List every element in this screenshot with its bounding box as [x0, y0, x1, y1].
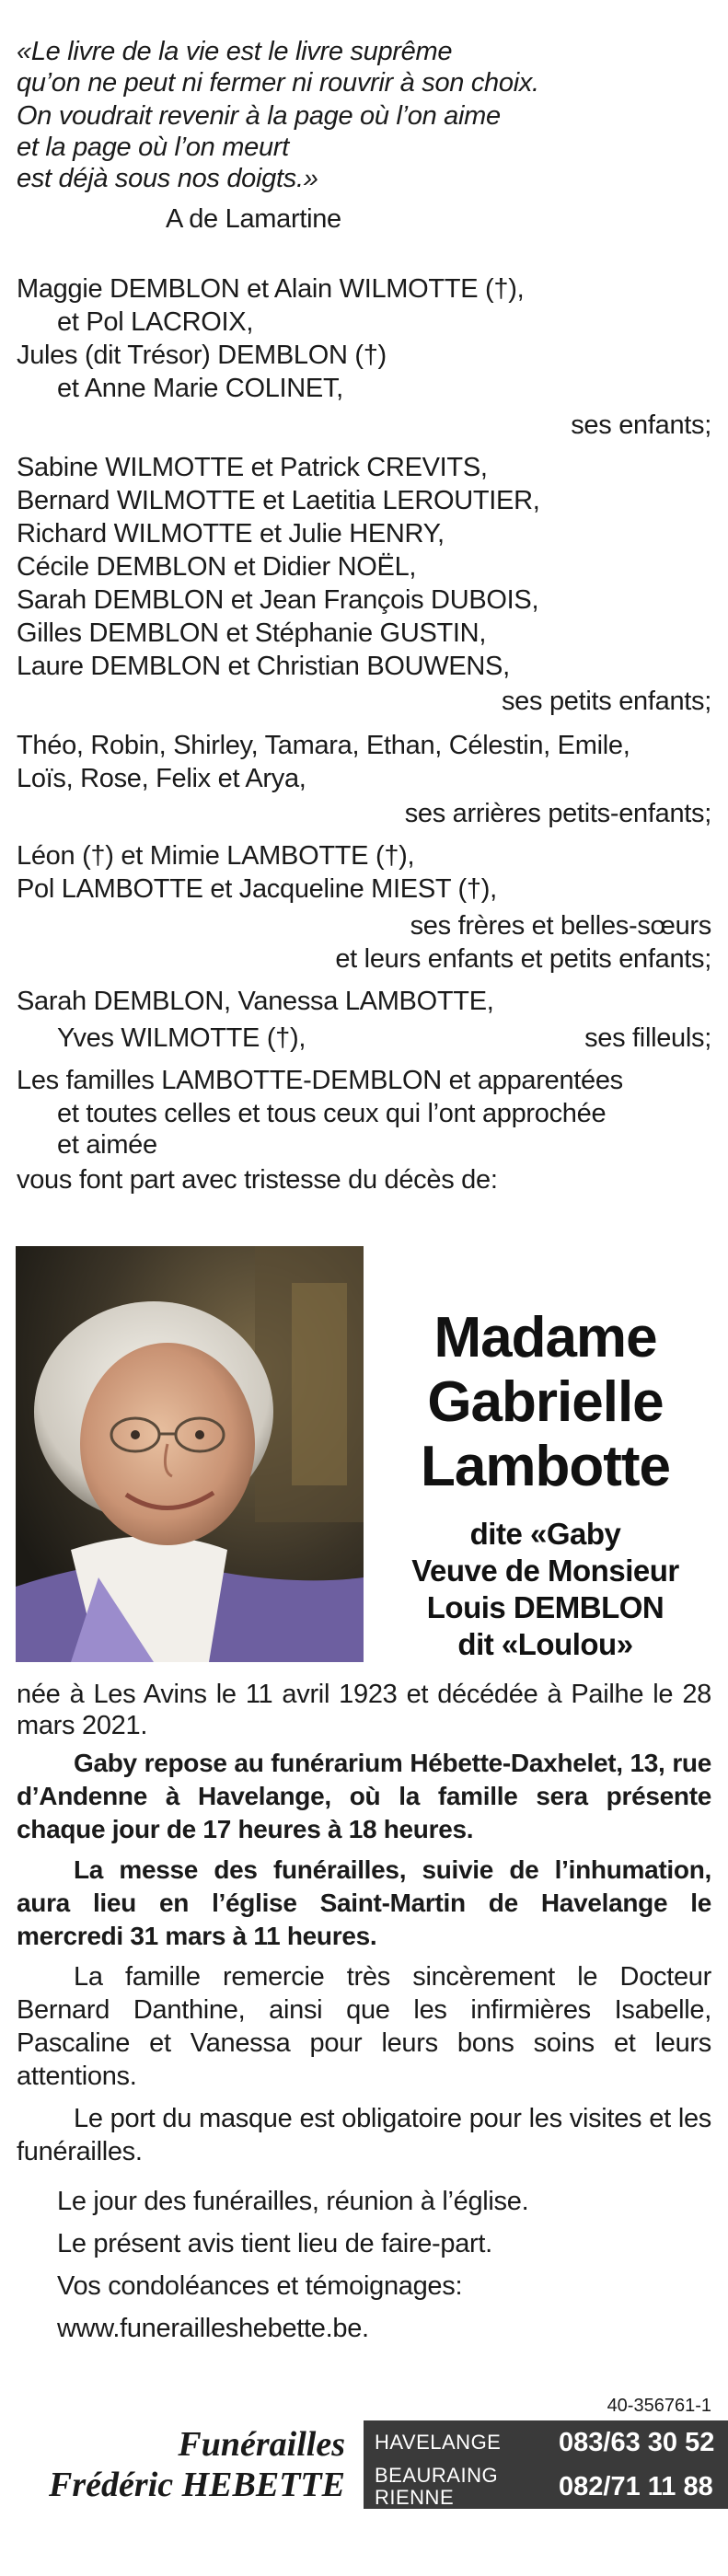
- family-line: et Pol LACROIX,: [57, 307, 254, 337]
- relation-label: ses filleuls;: [584, 1023, 711, 1053]
- condolences-label: Vos condoléances et témoignages:: [57, 2271, 463, 2301]
- location-havelange: HAVELANGE: [375, 2431, 502, 2454]
- funeral-mass-info: La messe des funérailles, suivie de l’inhumation, aura lieu en l’église Saint-Martin de Havelange le mercredi 31 mars à 11 heures.: [17, 1855, 711, 1950]
- relation-label: ses frères et belles-sœurs: [410, 911, 711, 941]
- portrait-photo: [16, 1246, 364, 1662]
- family-line: et toutes celles et tous ceux qui l’ont approchée: [57, 1099, 607, 1128]
- family-line: Théo, Robin, Shirley, Tamara, Ethan, Célestin, Emile,: [17, 731, 630, 760]
- relation-label: ses enfants;: [571, 410, 711, 440]
- relation-label: ses petits enfants;: [501, 687, 711, 716]
- website-link[interactable]: www.funerailleshebette.be.: [57, 2314, 369, 2343]
- phone-beauraing[interactable]: 082/71 11 88: [559, 2472, 713, 2501]
- deceased-title: Madame: [433, 1306, 657, 1369]
- family-line: Laure DEMBLON et Christian BOUWENS,: [17, 652, 510, 681]
- husband-name: Louis DEMBLON: [426, 1590, 664, 1624]
- deceased-first-name: Gabrielle: [427, 1370, 664, 1434]
- family-line: Loïs, Rose, Felix et Arya,: [17, 764, 306, 793]
- family-line: Pol LAMBOTTE et Jacqueline MIEST (†),: [17, 874, 497, 904]
- funeral-home-info: Gaby repose au funérarium Hébette-Daxhelet, 13, rue d’Andenne à Havelange, où la famille sera présente chaque jour de 17 heures à 18 heures.: [17, 1749, 711, 1843]
- location-rienne: RIENNE: [375, 2486, 455, 2509]
- quote-line: est déjà sous nos doigts.»: [17, 164, 318, 193]
- family-line: Les familles LAMBOTTE-DEMBLON et apparentées: [17, 1066, 623, 1095]
- family-line: Sarah DEMBLON et Jean François DUBOIS,: [17, 585, 539, 615]
- brand-line-2: Frédéric HEBETTE: [49, 2466, 345, 2504]
- family-line: Maggie DEMBLON et Alain WILMOTTE (†),: [17, 274, 525, 304]
- family-line: Léon (†) et Mimie LAMBOTTE (†),: [17, 841, 415, 871]
- announcement: vous font part avec tristesse du décès de:: [17, 1165, 498, 1195]
- family-line: Gilles DEMBLON et Stéphanie GUSTIN,: [17, 618, 487, 648]
- brand-line-1: Funérailles: [178, 2425, 345, 2464]
- birth-death-info: née à Les Avins le 11 avril 1923 et décédée à Pailhe le 28 mars 2021.: [17, 1680, 711, 1740]
- family-line: Bernard WILMOTTE et Laetitia LEROUTIER,: [17, 486, 540, 515]
- contact-panel: [364, 2420, 728, 2509]
- family-line: Sarah DEMBLON, Vanessa LAMBOTTE,: [17, 987, 494, 1016]
- faire-part-notice: Le présent avis tient lieu de faire-part.: [57, 2229, 492, 2258]
- family-line: et aimée: [57, 1130, 157, 1160]
- family-line: Sabine WILMOTTE et Patrick CREVITS,: [17, 453, 488, 482]
- deceased-nickname: dite «Gaby: [469, 1517, 621, 1551]
- husband-nickname: dit «Loulou»: [457, 1627, 633, 1661]
- relation-label: ses arrières petits-enfants;: [404, 799, 711, 828]
- thanks-text: La famille remercie très sincèrement le Docteur Bernard Danthine, ainsi que les infirmières Isabelle, Pascaline et Vanessa pour leurs bons soins et leurs attentions.: [17, 1962, 711, 2091]
- mask-notice: Le port du masque est obligatoire pour les visites et les funérailles.: [17, 2104, 711, 2166]
- phone-havelange[interactable]: 083/63 30 52: [559, 2428, 715, 2457]
- quote-line: qu’on ne peut ni fermer ni rouvrir à son choix.: [17, 68, 539, 98]
- ad-reference-code: 40-356761-1: [607, 2396, 711, 2416]
- quote-line: et la page où l’on meurt: [17, 133, 289, 162]
- deceased-last-name: Lambotte: [421, 1435, 670, 1498]
- quote-line: «Le livre de la vie est le livre suprême: [17, 37, 453, 66]
- quote-line: On voudrait revenir à la page où l’on aime: [17, 101, 501, 131]
- family-line: Yves WILMOTTE (†),: [57, 1023, 306, 1053]
- family-line: Jules (dit Trésor) DEMBLON (†): [17, 341, 387, 370]
- quote-author: A de Lamartine: [166, 204, 341, 234]
- meeting-notice: Le jour des funérailles, réunion à l’église.: [57, 2187, 529, 2216]
- family-line: Richard WILMOTTE et Julie HENRY,: [17, 519, 445, 549]
- family-line: Cécile DEMBLON et Didier NOËL,: [17, 552, 417, 582]
- location-beauraing: BEAURAING: [375, 2464, 499, 2487]
- widow-line: Veuve de Monsieur: [411, 1554, 679, 1588]
- relation-label: et leurs enfants et petits enfants;: [335, 944, 711, 974]
- family-line: et Anne Marie COLINET,: [57, 374, 343, 403]
